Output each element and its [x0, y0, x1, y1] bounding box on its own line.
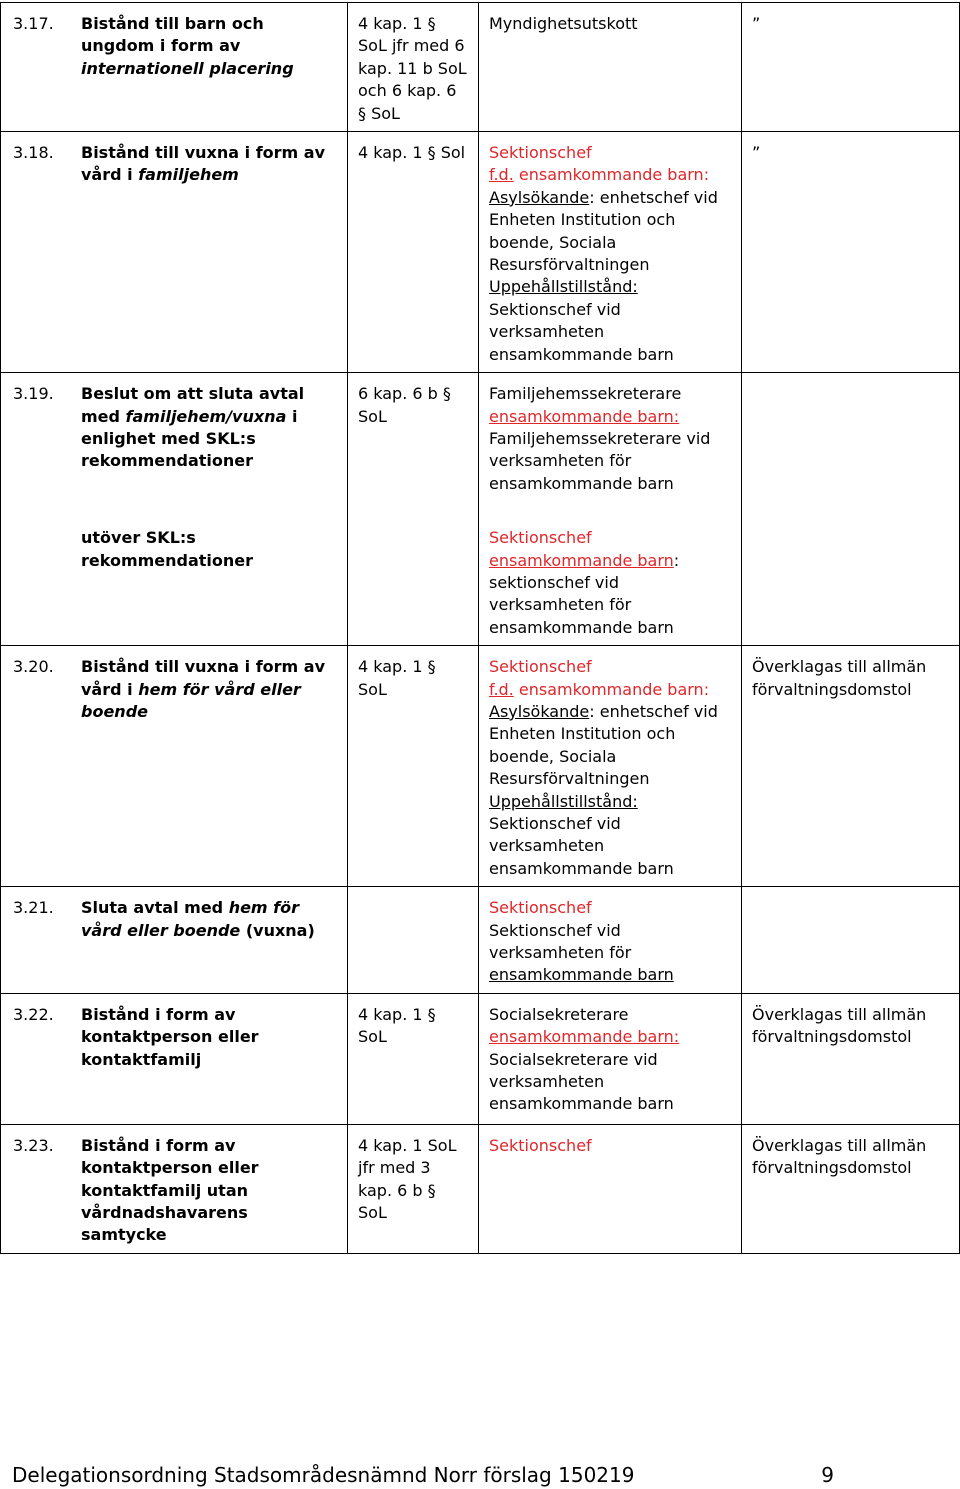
- row-delegate: [479, 132, 742, 373]
- page-number: 9: [821, 1463, 834, 1487]
- row-law-reference: 6 kap. 6 b § SoL: [348, 373, 479, 502]
- row-number: 3.19.: [1, 373, 72, 502]
- row-appeal: [742, 373, 960, 502]
- row-title: Beslut om att sluta avtal med familjehem/vuxna i enlighet med SKL:s rekommendationer: [71, 373, 348, 502]
- page-footer: [12, 1464, 834, 1486]
- delegate-head: Sektionschef: [489, 1135, 592, 1155]
- row-appeal: Överklagas till allmän förvaltningsdomstol: [742, 993, 960, 1124]
- row-number: 3.20.: [1, 646, 72, 887]
- row-law-reference: [348, 887, 479, 994]
- row-number: [1, 501, 72, 646]
- row-appeal: ”: [742, 3, 960, 132]
- row-title: Sluta avtal med hem för vård eller boende (vuxna): [71, 887, 348, 994]
- delegate-text: Sektionschef vid verksamheten för: [489, 920, 632, 963]
- row-delegate: [479, 993, 742, 1124]
- row-number: 3.21.: [1, 887, 72, 994]
- delegate-head: Sektionschef: [489, 898, 592, 918]
- row-number: 3.23.: [1, 1124, 72, 1253]
- uam-label: ensamkommande barn:: [489, 406, 680, 426]
- delegate-head: Sektionschef: [489, 657, 592, 677]
- table-row: [1, 3, 960, 132]
- upp-label: Uppehållstillstånd:: [489, 791, 638, 811]
- row-appeal: ”: [742, 132, 960, 373]
- table-row: [1, 887, 960, 994]
- delegate-text: Socialsekreterare vid verksamheten ensamkommande barn: [489, 1049, 674, 1114]
- asyl-label: Asylsökande: [489, 701, 590, 721]
- upp-text: Sektionschef vid verksamheten ensamkommande barn: [489, 299, 674, 364]
- table-row: [1, 1124, 960, 1253]
- row-number: 3.22.: [1, 993, 72, 1124]
- row-delegate: [479, 646, 742, 887]
- row-law-reference: [348, 501, 479, 646]
- uam-tail: ensamkommande barn: [489, 965, 674, 985]
- asyl-text: : enhetschef vid Enheten Institution och boende, Sociala Resursförvaltningen: [489, 187, 718, 275]
- delegate-text: Familjehemssekreterare vid verksamheten för ensamkommande barn: [489, 428, 711, 493]
- table-row: [1, 646, 960, 887]
- delegate-text: sektionschef vid verksamheten för ensamkommande barn: [489, 572, 674, 637]
- row-title: Bistånd till vuxna i form av vård i hem för vård eller boende: [71, 646, 348, 887]
- fd-label: f.d.: [489, 165, 514, 185]
- row-delegate: [479, 373, 742, 502]
- row-title: utöver SKL:s rekommendationer: [71, 501, 348, 646]
- row-title: Bistånd till barn och ungdom i form av internationell placering: [71, 3, 348, 132]
- delegate-head: Sektionschef: [489, 143, 592, 163]
- uam-label: ensamkommande barn: [489, 550, 674, 570]
- uam-label: ensamkommande barn:: [489, 1027, 680, 1047]
- row-delegate: [479, 887, 742, 994]
- table-row: [1, 132, 960, 373]
- uam-label: ensamkommande barn:: [518, 679, 710, 699]
- table-row: [1, 373, 960, 502]
- row-number: 3.17.: [1, 3, 72, 132]
- asyl-label: Asylsökande: [489, 187, 590, 207]
- row-number: 3.18.: [1, 132, 72, 373]
- row-appeal: [742, 887, 960, 994]
- row-title: Bistånd i form av kontaktperson eller kontaktfamilj utan vårdnadshavarens samtycke: [71, 1124, 348, 1253]
- footer-text: Delegationsordning Stadsområdesnämnd Norr förslag 150219: [12, 1463, 635, 1487]
- upp-label: Uppehållstillstånd:: [489, 277, 638, 297]
- row-law-reference: 4 kap. 1 § Sol: [348, 132, 479, 373]
- row-title: Bistånd till vuxna i form av vård i familjehem: [71, 132, 348, 373]
- uam-label: ensamkommande barn:: [518, 165, 710, 185]
- table-row: [1, 501, 960, 646]
- delegate-head: Familjehemssekreterare: [489, 384, 682, 404]
- upp-text: Sektionschef vid verksamheten ensamkommande barn: [489, 814, 674, 878]
- row-delegate: Sektionschef ensamkommande barn: sektionschef vid verksamheten för ensamkommande barn: [479, 501, 742, 646]
- fd-label: f.d.: [489, 679, 514, 699]
- row-law-reference: 4 kap. 1 § SoL jfr med 6 kap. 11 b SoL och 6 kap. 6 § SoL: [348, 3, 479, 132]
- table-row: [1, 993, 960, 1124]
- row-appeal: Överklagas till allmän förvaltningsdomstol: [742, 1124, 960, 1253]
- delegation-table: [0, 2, 960, 1254]
- row-appeal: Överklagas till allmän förvaltningsdomstol: [742, 646, 960, 887]
- row-appeal: [742, 501, 960, 646]
- row-delegate: [479, 1124, 742, 1253]
- row-law-reference: 4 kap. 1 § SoL: [348, 993, 479, 1124]
- asyl-text: : enhetschef vid Enheten Institution och boende, Sociala Resursförvaltningen: [489, 701, 718, 789]
- row-law-reference: 4 kap. 1 SoL jfr med 3 kap. 6 b § SoL: [348, 1124, 479, 1253]
- delegate-head: Socialsekreterare: [489, 1004, 629, 1024]
- delegate-head: Sektionschef: [489, 528, 592, 548]
- row-delegate: Myndighetsutskott: [479, 3, 742, 132]
- row-law-reference: 4 kap. 1 § SoL: [348, 646, 479, 887]
- row-title: Bistånd i form av kontaktperson eller kontaktfamilj: [71, 993, 348, 1124]
